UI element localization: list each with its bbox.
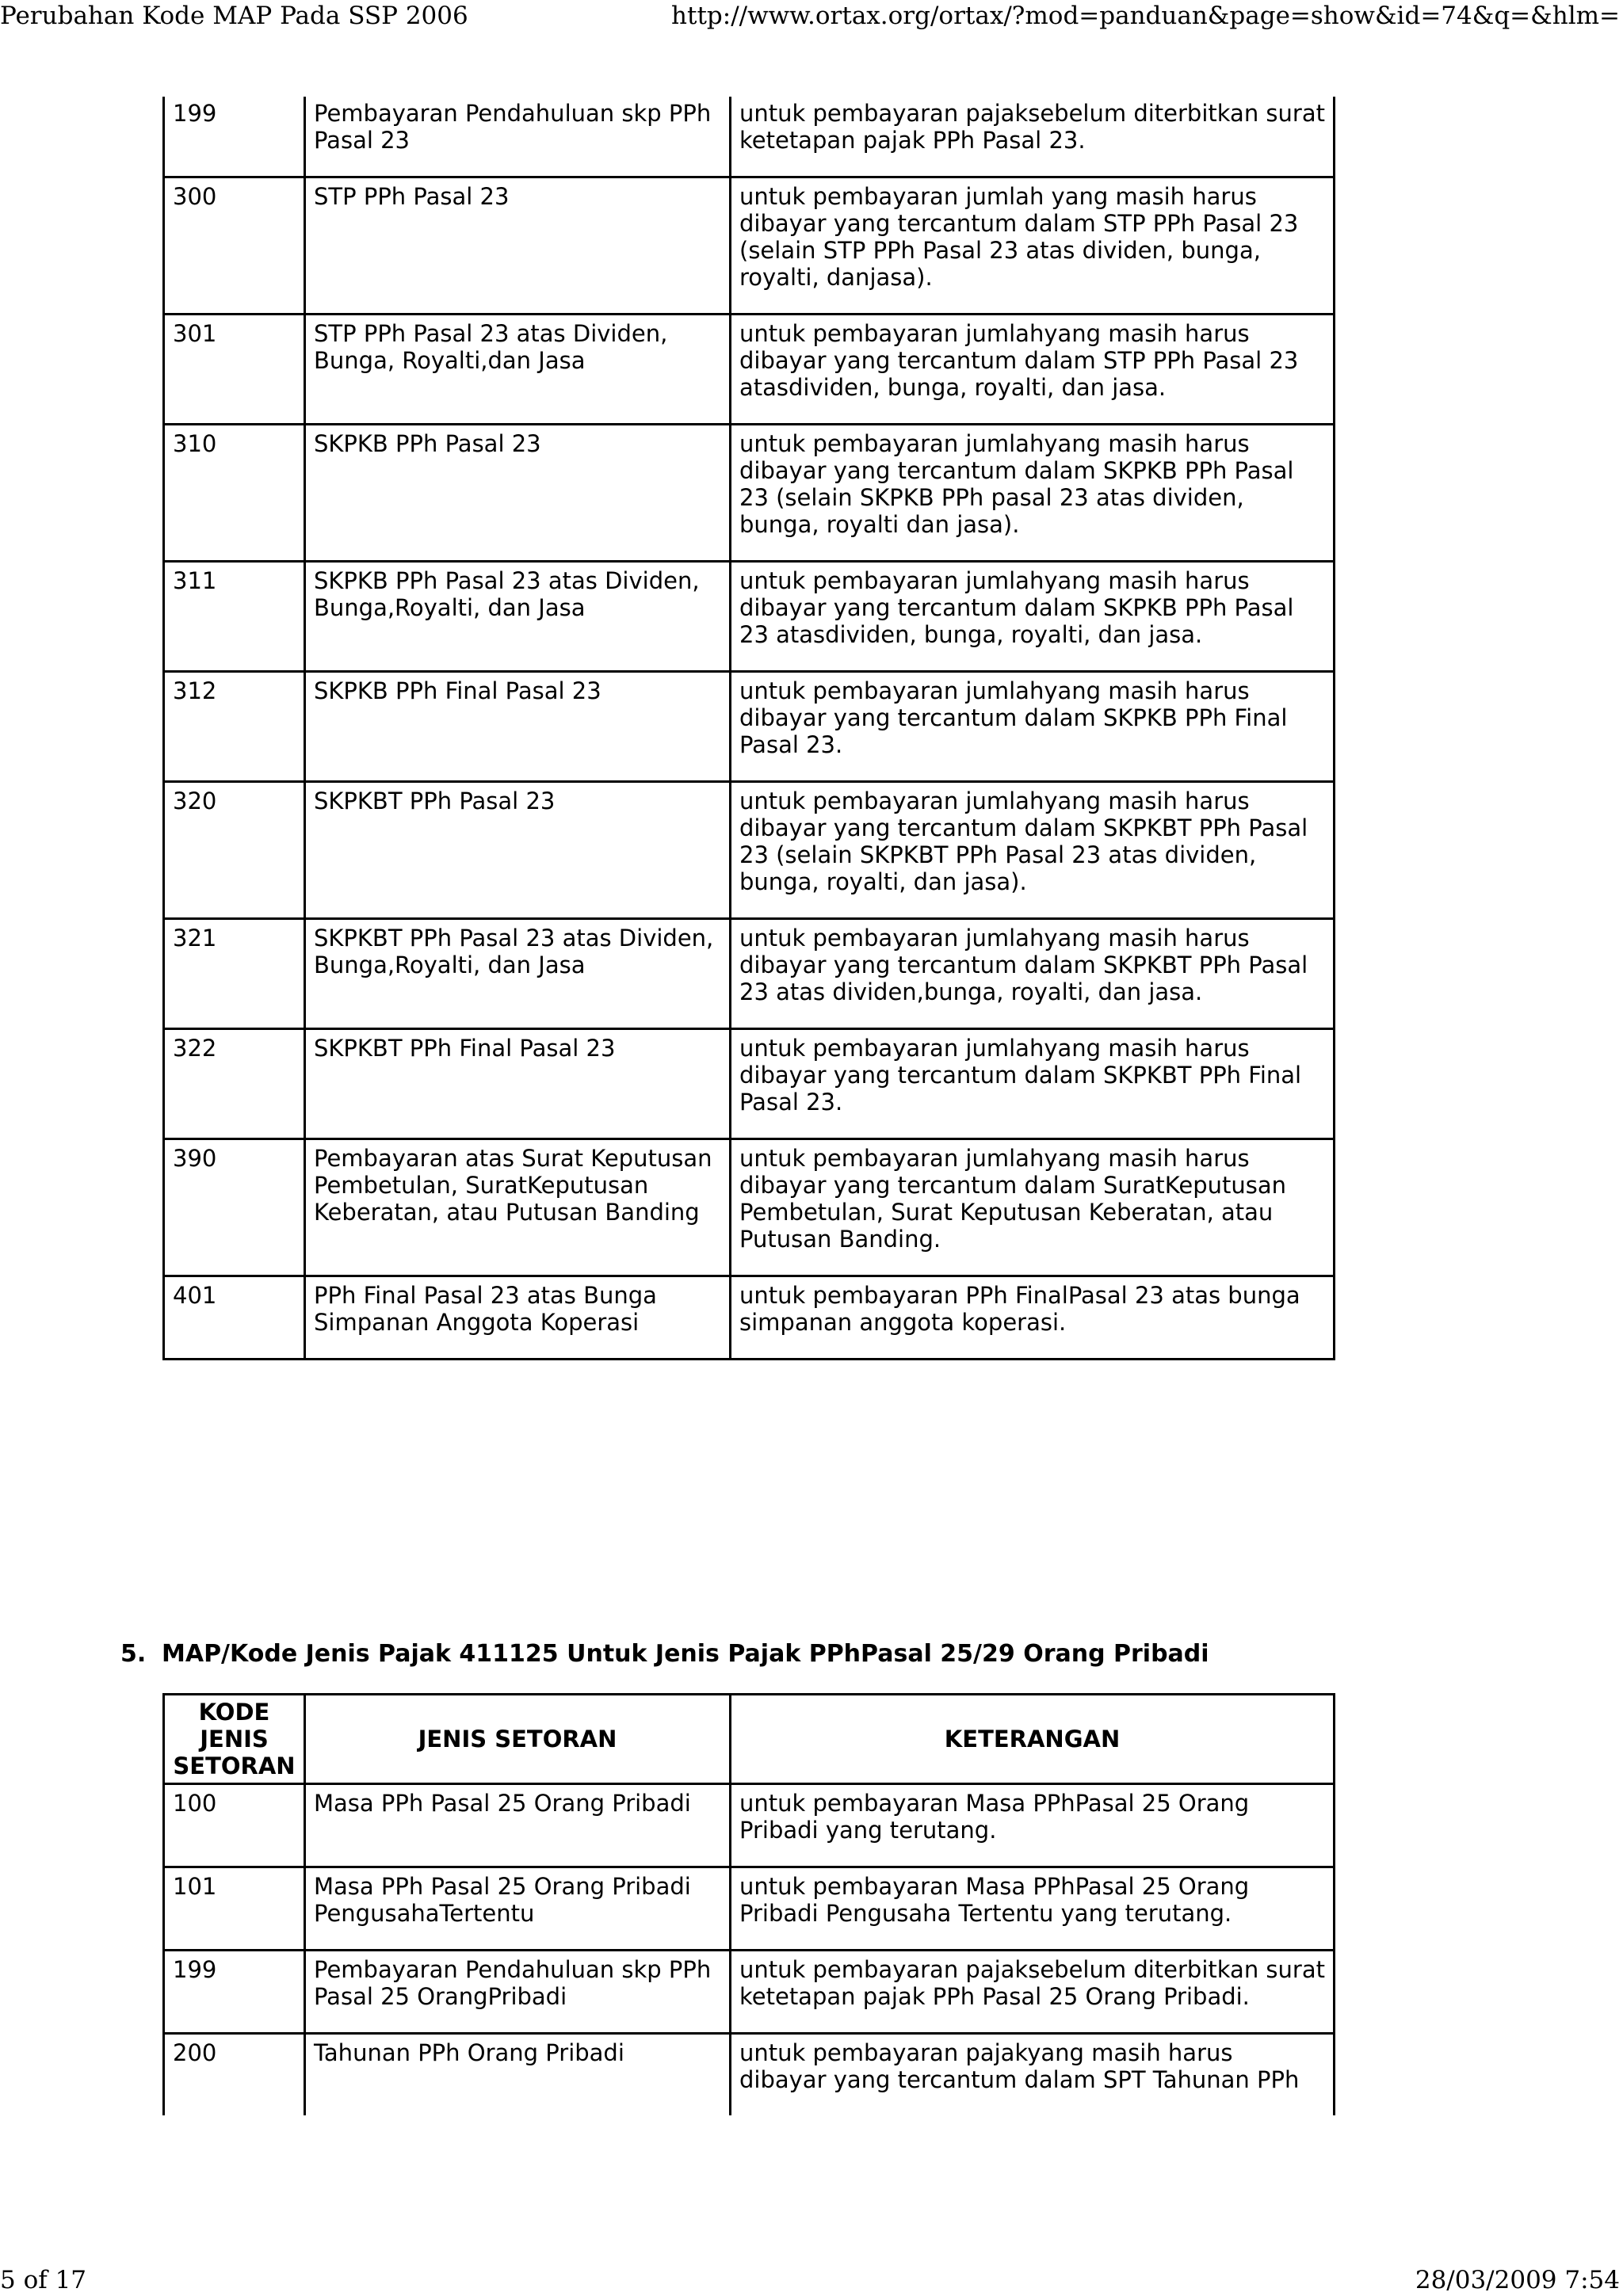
keterangan-cell: untuk pembayaran jumlahyang masih harus dibayar yang tercantum dalam SKPKBT PPh Pasal 23 atas dividen,bunga, royalti, dan jasa. [731, 919, 1335, 1029]
table-body [164, 97, 1335, 1360]
page-header-title: Perubahan Kode MAP Pada SSP 2006 [0, 2, 468, 30]
section-title: MAP/Kode Jenis Pajak 411125 Untuk Jenis Pajak PPhPasal 25/29 Orang Pribadi [162, 1640, 1209, 1668]
table-row [164, 1139, 1335, 1276]
keterangan-cell: untuk pembayaran pajaksebelum diterbitkan surat ketetapan pajak PPh Pasal 25 Orang Pribadi. [731, 1951, 1335, 2034]
table-row [164, 425, 1335, 562]
keterangan-cell: untuk pembayaran Masa PPhPasal 25 Orang Pribadi yang terutang. [731, 1784, 1335, 1867]
kode-cell: 199 [164, 1951, 305, 2034]
jenis-setoran-cell: SKPKB PPh Pasal 23 [305, 425, 731, 562]
jenis-setoran-cell: Tahunan PPh Orang Pribadi [305, 2034, 731, 2116]
map-table-pph-pasal-25-29 [162, 1693, 1335, 2115]
table-row [164, 177, 1335, 315]
kode-cell: 312 [164, 672, 305, 782]
jenis-setoran-cell: Masa PPh Pasal 25 Orang Pribadi [305, 1784, 731, 1867]
table-row [164, 1867, 1335, 1951]
map-table-pph-pasal-23 [162, 97, 1335, 1360]
jenis-setoran-cell: STP PPh Pasal 23 atas Dividen, Bunga, Royalti,dan Jasa [305, 315, 731, 425]
table-row [164, 672, 1335, 782]
kode-cell: 100 [164, 1784, 305, 1867]
section-number: 5. [120, 1640, 147, 1668]
table-row [164, 1029, 1335, 1139]
keterangan-cell: untuk pembayaran jumlah yang masih harus dibayar yang tercantum dalam STP PPh Pasal 23 (selain STP PPh Pasal 23 atas dividen, bunga, royalti, danjasa). [731, 177, 1335, 315]
keterangan-cell: untuk pembayaran jumlahyang masih harus dibayar yang tercantum dalam SKPKB PPh Pasal 23 atasdividen, bunga, royalti, dan jasa. [731, 562, 1335, 672]
kode-cell: 301 [164, 315, 305, 425]
jenis-setoran-cell: Pembayaran atas Surat Keputusan Pembetulan, SuratKeputusan Keberatan, atau Putusan Banding [305, 1139, 731, 1276]
table-row [164, 315, 1335, 425]
keterangan-cell: untuk pembayaran jumlahyang masih harus dibayar yang tercantum dalam SKPKBT PPh Final Pasal 23. [731, 1029, 1335, 1139]
jenis-setoran-cell: SKPKBT PPh Pasal 23 atas Dividen, Bunga,Royalti, dan Jasa [305, 919, 731, 1029]
table-body [164, 1784, 1335, 2116]
kode-cell: 320 [164, 782, 305, 919]
jenis-setoran-cell: SKPKBT PPh Pasal 23 [305, 782, 731, 919]
header-jenis-setoran: JENIS SETORAN [305, 1695, 731, 1784]
page-footer-datetime: 28/03/2009 7:54 [1415, 2266, 1620, 2294]
table-row [164, 97, 1335, 177]
table-row [164, 782, 1335, 919]
jenis-setoran-cell: SKPKB PPh Pasal 23 atas Dividen, Bunga,Royalti, dan Jasa [305, 562, 731, 672]
jenis-setoran-cell: SKPKBT PPh Final Pasal 23 [305, 1029, 731, 1139]
jenis-setoran-cell: SKPKB PPh Final Pasal 23 [305, 672, 731, 782]
page-footer-page-number: 5 of 17 [0, 2266, 87, 2294]
keterangan-cell: untuk pembayaran Masa PPhPasal 25 Orang Pribadi Pengusaha Tertentu yang terutang. [731, 1867, 1335, 1951]
kode-cell: 401 [164, 1276, 305, 1360]
table-row [164, 2034, 1335, 2116]
keterangan-cell: untuk pembayaran pajakyang masih harus dibayar yang tercantum dalam SPT Tahunan PPh [731, 2034, 1335, 2116]
keterangan-cell: untuk pembayaran jumlahyang masih harus dibayar yang tercantum dalam STP PPh Pasal 23 atasdividen, bunga, royalti, dan jasa. [731, 315, 1335, 425]
keterangan-cell: untuk pembayaran PPh FinalPasal 23 atas bunga simpanan anggota koperasi. [731, 1276, 1335, 1360]
jenis-setoran-cell: Pembayaran Pendahuluan skp PPh Pasal 23 [305, 97, 731, 177]
jenis-setoran-cell: PPh Final Pasal 23 atas Bunga Simpanan Anggota Koperasi [305, 1276, 731, 1360]
kode-cell: 390 [164, 1139, 305, 1276]
table-row [164, 562, 1335, 672]
keterangan-cell: untuk pembayaran jumlahyang masih harus dibayar yang tercantum dalam SuratKeputusan Pembetulan, Surat Keputusan Keberatan, atau Putusan Banding. [731, 1139, 1335, 1276]
table-row [164, 1276, 1335, 1360]
keterangan-cell: untuk pembayaran jumlahyang masih harus dibayar yang tercantum dalam SKPKB PPh Pasal 23 (selain SKPKB PPh pasal 23 atas dividen, bunga, royalti dan jasa). [731, 425, 1335, 562]
kode-cell: 322 [164, 1029, 305, 1139]
keterangan-cell: untuk pembayaran pajaksebelum diterbitkan surat ketetapan pajak PPh Pasal 23. [731, 97, 1335, 177]
kode-cell: 310 [164, 425, 305, 562]
section-5-heading [120, 1638, 1209, 1670]
kode-cell: 300 [164, 177, 305, 315]
kode-cell: 199 [164, 97, 305, 177]
kode-cell: 321 [164, 919, 305, 1029]
table-header-row [164, 1695, 1335, 1784]
kode-cell: 311 [164, 562, 305, 672]
page-header-url: http://www.ortax.org/ortax/?mod=panduan&page=show&id=74&q=&hlm= [671, 2, 1620, 30]
jenis-setoran-cell: Masa PPh Pasal 25 Orang Pribadi PengusahaTertentu [305, 1867, 731, 1951]
kode-cell: 101 [164, 1867, 305, 1951]
table-row [164, 1951, 1335, 2034]
keterangan-cell: untuk pembayaran jumlahyang masih harus dibayar yang tercantum dalam SKPKB PPh Final Pasal 23. [731, 672, 1335, 782]
jenis-setoran-cell: STP PPh Pasal 23 [305, 177, 731, 315]
header-kode-jenis-setoran: KODE JENIS SETORAN [164, 1695, 305, 1784]
header-keterangan: KETERANGAN [731, 1695, 1335, 1784]
table-row [164, 919, 1335, 1029]
keterangan-cell: untuk pembayaran jumlahyang masih harus dibayar yang tercantum dalam SKPKBT PPh Pasal 23 (selain SKPKBT PPh Pasal 23 atas dividen, bunga, royalti, dan jasa). [731, 782, 1335, 919]
kode-cell: 200 [164, 2034, 305, 2116]
table-row [164, 1784, 1335, 1867]
jenis-setoran-cell: Pembayaran Pendahuluan skp PPh Pasal 25 OrangPribadi [305, 1951, 731, 2034]
